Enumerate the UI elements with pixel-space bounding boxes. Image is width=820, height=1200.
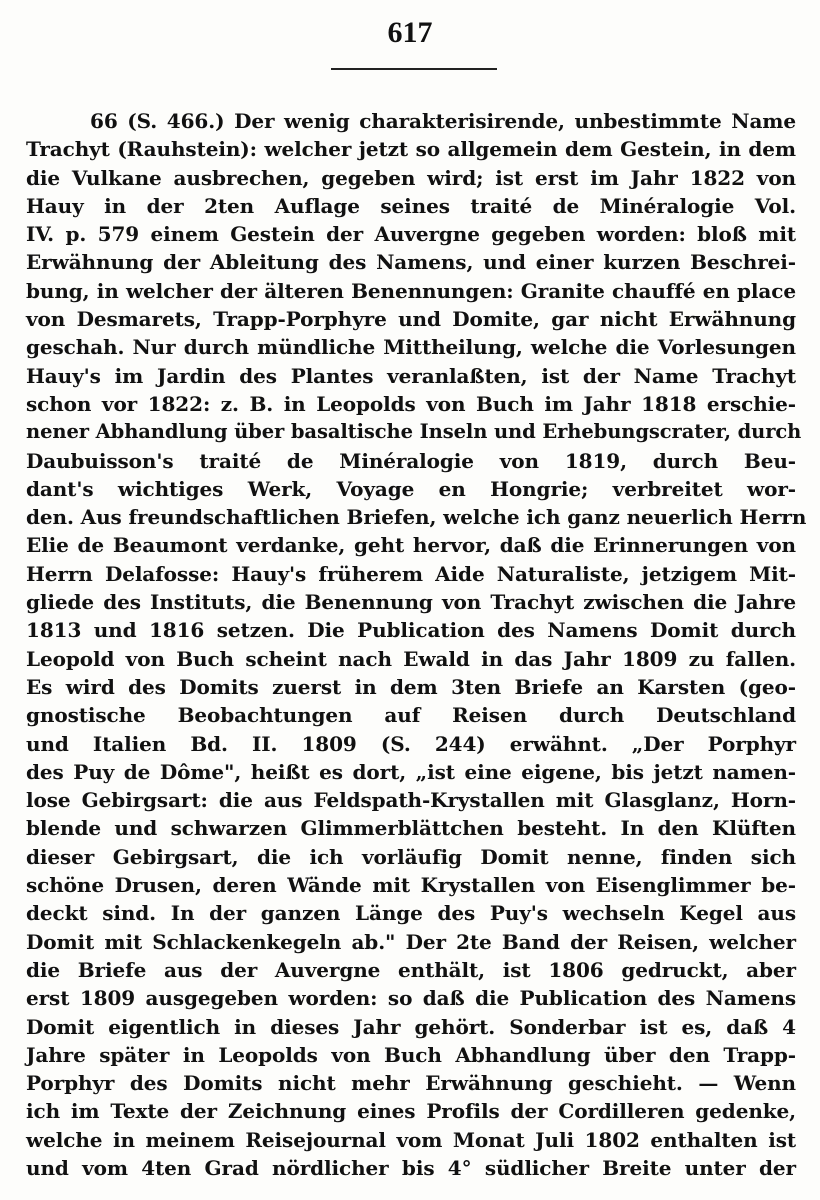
page-number: 617	[387, 16, 433, 49]
text-line: und Italien Bd. II. 1809 (S. 244) erwähnt. „Der Porphyr	[26, 731, 796, 756]
text-line: Hauy's im Jardin des Plantes veranlaßten, ist der Name Trachyt	[26, 363, 796, 388]
text-line: nener Abhandlung über basaltische Inseln und Erhebungscrater, durch	[26, 420, 802, 444]
text-line: von Desmarets, Trapp-Porphyre und Domite, gar nicht Erwähnung	[26, 307, 796, 332]
text-line: Es wird des Domits zuerst in dem 3ten Briefe an Karsten (geo-	[26, 674, 796, 699]
text-line: geschah. Nur durch mündliche Mittheilung, welche die Vorlesungen	[26, 335, 796, 360]
text-line: Trachyt (Rauhstein): welcher jetzt so allgemein dem Gestein, in dem	[26, 137, 796, 162]
text-line: blende und schwarzen Glimmerblättchen besteht. In den Klüften	[26, 816, 796, 841]
text-line: dieser Gebirgsart, die ich vorläufig Domit nenne, finden sich	[26, 844, 796, 869]
text-line: und vom 4ten Grad nördlicher bis 4° südlicher Breite unter der	[26, 1155, 796, 1180]
text-line: die Vulkane ausbrechen, gegeben wird; ist erst im Jahr 1822 von	[26, 165, 796, 190]
text-line: Domit eigentlich in dieses Jahr gehört. Sonderbar ist es, daß 4	[26, 1014, 796, 1039]
text-line: gliede des Instituts, die Benennung von Trachyt zwischen die Jahre	[26, 590, 796, 615]
text-line: deckt sind. In der ganzen Länge des Puy's wechseln Kegel aus	[26, 901, 796, 926]
text-line: Domit mit Schlackenkegeln ab." Der 2te Band der Reisen, welcher	[26, 929, 796, 954]
text-line: 66 (S. 466.) Der wenig charakterisirende, unbestimmte Name	[90, 109, 796, 133]
text-line: bung, in welcher der älteren Benennungen: Granite chauffé en place	[26, 278, 796, 303]
text-line: IV. p. 579 einem Gestein der Auvergne gegeben worden: bloß mit	[26, 222, 796, 247]
text-line: ich im Texte der Zeichnung eines Profils der Cordilleren gedenke,	[26, 1099, 796, 1124]
text-line: schon vor 1822: z. B. in Leopolds von Buch im Jahr 1818 erschie-	[26, 391, 796, 416]
text-line: lose Gebirgsart: die aus Feldspath-Krystallen mit Glasglanz, Horn-	[26, 788, 796, 813]
text-line: die Briefe aus der Auvergne enthält, ist 1806 gedruckt, aber	[26, 957, 796, 982]
text-line: schöne Drusen, deren Wände mit Krystallen von Eisenglimmer be-	[26, 873, 796, 898]
text-line: des Puy de Dôme", heißt es dort, „ist eine eigene, bis jetzt namen-	[26, 759, 796, 784]
text-line: dant's wichtiges Werk, Voyage en Hongrie; verbreitet wor-	[26, 476, 796, 501]
text-line: Daubuisson's traité de Minéralogie von 1819, durch Beu-	[26, 448, 796, 473]
text-line: Erwähnung der Ableitung des Namens, und einer kurzen Beschrei-	[26, 250, 796, 275]
text-line: den. Aus freundschaftlichen Briefen, welche ich ganz neuerlich Herrn	[26, 505, 807, 530]
footnote-text	[0, 107, 820, 1182]
text-line: Jahre später in Leopolds von Buch Abhandlung über den Trapp-	[26, 1042, 796, 1067]
text-line: Porphyr des Domits nicht mehr Erwähnung geschieht. — Wenn	[26, 1071, 796, 1096]
header-rule	[331, 68, 497, 70]
text-line: welche in meinem Reisejournal vom Monat Juli 1802 enthalten ist	[26, 1127, 796, 1152]
text-line: Leopold von Buch scheint nach Ewald in das Jahr 1809 zu fallen.	[26, 646, 796, 671]
text-line: erst 1809 ausgegeben worden: so daß die Publication des Namens	[26, 986, 796, 1011]
text-line: Hauy in der 2ten Auflage seines traité de Minéralogie Vol.	[26, 193, 796, 218]
text-line: Elie de Beaumont verdanke, geht hervor, daß die Erinnerungen von	[26, 533, 796, 558]
text-line: 1813 und 1816 setzen. Die Publication des Namens Domit durch	[26, 618, 796, 643]
text-line: gnostische Beobachtungen auf Reisen durch Deutschland	[26, 703, 796, 728]
text-line: Herrn Delafosse: Hauy's früherem Aide Naturaliste, jetzigem Mit-	[26, 561, 796, 586]
